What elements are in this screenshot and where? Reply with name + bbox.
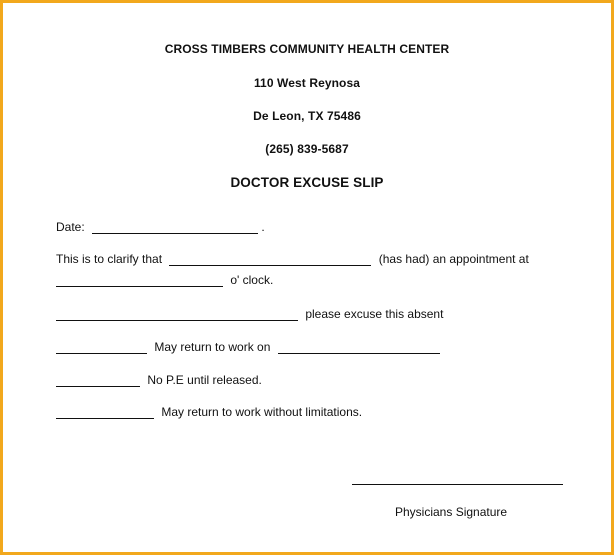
signature-line[interactable] xyxy=(352,484,563,485)
return-date-field[interactable] xyxy=(278,342,440,354)
oclock-label: o' clock. xyxy=(230,273,274,287)
appointment-time-field[interactable] xyxy=(56,275,223,287)
clarify-middle-label: (has had) an appointment at xyxy=(378,252,529,266)
return-row xyxy=(56,340,440,354)
time-row xyxy=(56,273,273,287)
date-trailing-mark: . xyxy=(261,220,265,234)
patient-name-field[interactable] xyxy=(169,254,371,266)
pe-row xyxy=(56,373,262,387)
pe-label: No P.E until released. xyxy=(147,373,262,387)
signature-label: Physicians Signature xyxy=(395,505,508,519)
no-limitations-check-field[interactable] xyxy=(56,407,154,419)
excuse-name-field[interactable] xyxy=(56,309,298,321)
date-row xyxy=(56,220,265,234)
excuse-label: please excuse this absent xyxy=(305,307,444,321)
phone-number: (265) 839-5687 xyxy=(265,142,349,156)
date-field[interactable] xyxy=(92,222,258,234)
organization-name: CROSS TIMBERS COMMUNITY HEALTH CENTER xyxy=(164,42,450,56)
city-state-zip: De Leon, TX 75486 xyxy=(253,109,361,123)
return-check-field[interactable] xyxy=(56,342,147,354)
form-title: DOCTOR EXCUSE SLIP xyxy=(230,175,384,190)
no-limitations-label: May return to work without limitations. xyxy=(161,405,363,419)
street-address: 110 West Reynosa xyxy=(253,76,361,90)
no-limitations-row xyxy=(56,405,362,419)
date-label: Date: xyxy=(56,220,85,234)
excuse-row xyxy=(56,307,443,321)
return-label: May return to work on xyxy=(154,340,271,354)
pe-check-field[interactable] xyxy=(56,375,140,387)
clarify-prefix-label: This is to clarify that xyxy=(56,252,163,266)
clarify-row xyxy=(56,252,529,266)
